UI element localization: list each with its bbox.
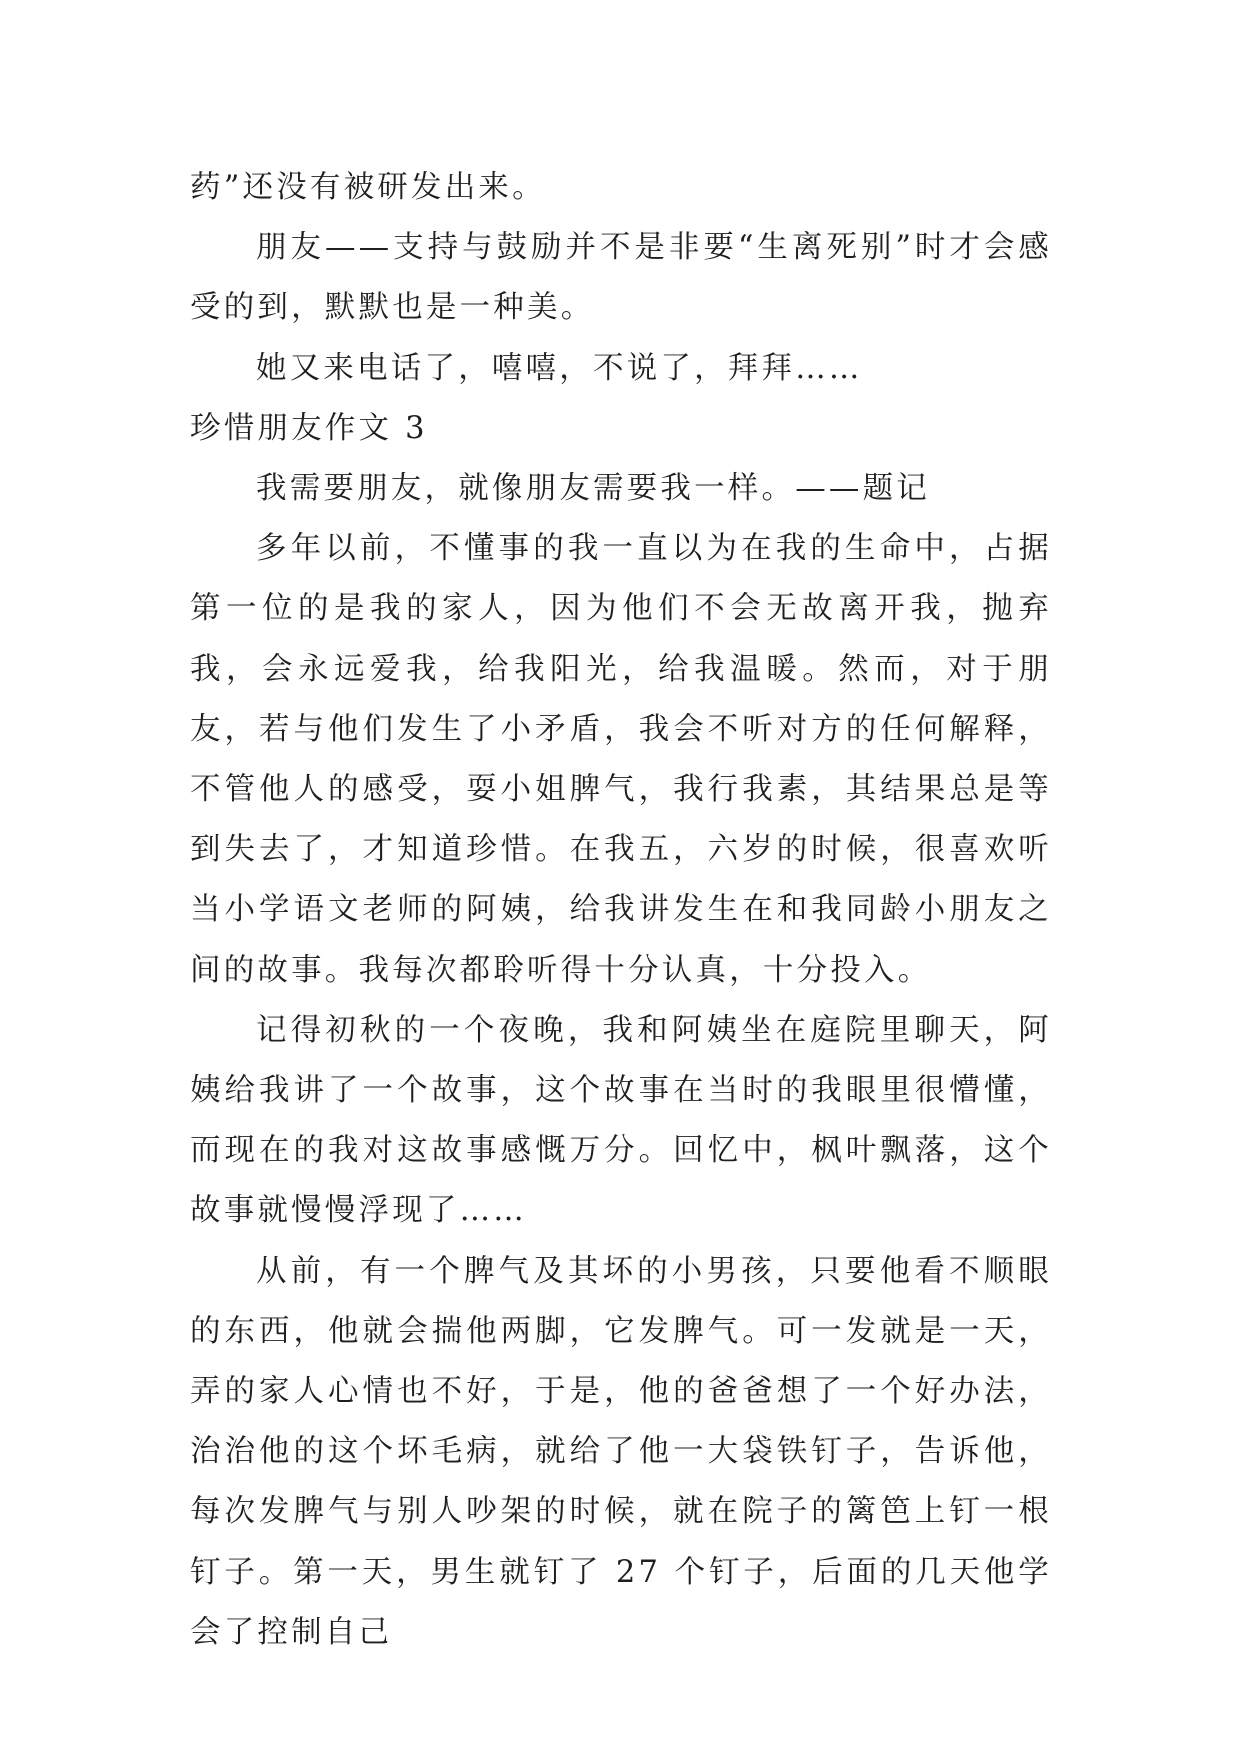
paragraph: 从前，有一个脾气及其坏的小男孩，只要他看不顺眼的东西，他就会揣他两脚，它发脾气。可一发就是一天，弄的家人心情也不好，于是，他的爸爸想了一个好办法，治治他的这个坏毛病，就给了他一大袋铁钉子，告诉他，每次发脾气与别人吵架的时候，就在院子的篱笆上钉一根钉子。第一天，男生就钉了 27 个钉子，后面的几天他学会了控制自己 xyxy=(190,1253,1052,1650)
paragraph: 多年以前，不懂事的我一直以为在我的生命中，占据第一位的是我的家人，因为他们不会无故离开我，抛弃我，会永远爱我，给我阳光，给我温暖。然而，对于朋友，若与他们发生了小矛盾，我会不听对方的任何解释，不管他人的感受，耍小姐脾气，我行我素，其结果总是等到失去了，才知道珍惜。在我五，六岁的时候，很喜欢听当小学语文老师的阿姨，给我讲发生在和我同龄小朋友之间的故事。我每次都聆听得十分认真，十分投入。 xyxy=(190,531,1052,988)
paragraph-continuation: 药”还没有被研发出来。 xyxy=(190,170,546,205)
paragraph: 记得初秋的一个夜晚，我和阿姨坐在庭院里聊天，阿姨给我讲了一个故事，这个故事在当时的我眼里很懵懂，而现在的我对这故事感慨万分。回忆中，枫叶飘落，这个故事就慢慢浮现了…… xyxy=(190,1012,1052,1229)
section-heading: 珍惜朋友作文 3 xyxy=(190,410,428,446)
paragraph: 朋友——支持与鼓励并不是非要“生离死别”时才会感受的到，默默也是一种美。 xyxy=(190,230,1052,326)
body-text xyxy=(190,158,1052,1663)
paragraph: 她又来电话了，嘻嘻，不说了，拜拜…… xyxy=(256,350,863,386)
epigraph: 我需要朋友，就像朋友需要我一样。——题记 xyxy=(256,471,930,507)
